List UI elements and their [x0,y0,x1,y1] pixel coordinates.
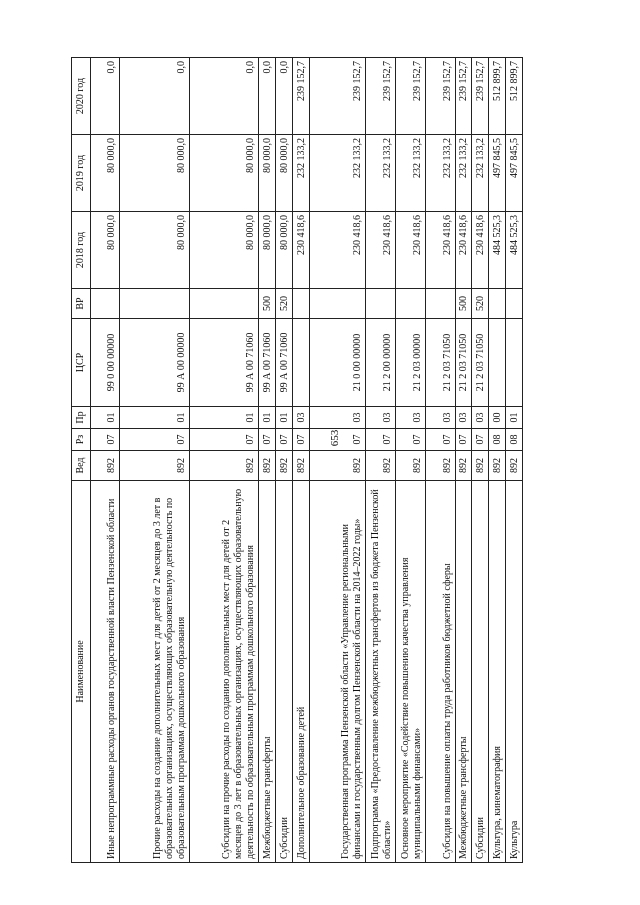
col-header-2020: 2020 год [72,58,91,135]
cell-vr: 500 [455,289,472,319]
cell-vr [309,289,365,319]
cell-2020: 239 152,7 [292,58,309,135]
col-header-rz: Рз [72,429,91,451]
cell-pr: 03 [292,407,309,429]
cell-2020: 512 899,7 [506,58,523,135]
table-row [91,58,120,863]
cell-csr [489,319,506,407]
cell-2019: 232 133,2 [396,135,426,212]
cell-name: Межбюджетные трансферты [259,481,276,863]
cell-2018: 230 418,6 [292,212,309,289]
cell-2019: 80 000,0 [276,135,293,212]
cell-rz: 08 [489,429,506,451]
cell-csr: 99 А 00 00000 [120,319,190,407]
cell-rz: 08 [506,429,523,451]
cell-csr: 21 2 03 00000 [396,319,426,407]
budget-table-container [71,58,523,863]
cell-2020: 239 152,7 [472,58,489,135]
cell-pr: 03 [309,407,365,429]
cell-pr: 03 [455,407,472,429]
cell-2019: 80 000,0 [189,135,259,212]
cell-2020: 239 152,7 [396,58,426,135]
cell-name: Субсидии [276,481,293,863]
col-header-ved: Вед [72,451,91,481]
cell-2020: 0,0 [189,58,259,135]
table-row [489,58,506,863]
table-row [426,58,455,863]
col-header-csr: ЦСР [72,319,91,407]
cell-2020: 0,0 [120,58,190,135]
col-header-2018: 2018 год [72,212,91,289]
cell-name: Субсидии [472,481,489,863]
page-number: 653 [329,429,341,447]
cell-2019: 80 000,0 [120,135,190,212]
cell-csr: 99 А 00 71060 [276,319,293,407]
table-row [276,58,293,863]
col-header-name: Наименование [72,481,91,863]
cell-2020: 0,0 [259,58,276,135]
cell-pr: 03 [472,407,489,429]
cell-csr [506,319,523,407]
table-row [506,58,523,863]
table-row [259,58,276,863]
cell-csr [292,319,309,407]
cell-csr: 21 2 03 71050 [455,319,472,407]
cell-vr [489,289,506,319]
cell-2020: 239 152,7 [455,58,472,135]
table-row [455,58,472,863]
cell-csr: 99 А 00 71060 [259,319,276,407]
cell-rz: 07 [259,429,276,451]
cell-pr: 01 [120,407,190,429]
col-header-vr: ВР [72,289,91,319]
cell-name: Основное мероприятие «Содействие повышению качества управления муниципальными финансами» [396,481,426,863]
cell-ved: 892 [506,451,523,481]
cell-ved: 892 [455,451,472,481]
cell-csr: 21 2 03 71050 [472,319,489,407]
cell-2020: 0,0 [91,58,120,135]
cell-ved: 892 [396,451,426,481]
cell-name: Субсидии на прочие расходы по созданию дополнительных мест для детей от 2 месяцев до 3 лет в образовательных организациях, осуществляющих образовательную деятельность по образовательным программам дошкольного образования [189,481,259,863]
cell-rz: 07 [189,429,259,451]
cell-ved: 892 [259,451,276,481]
cell-name: Государственная программа Пензенской области «Управление региональными финансами и государственным долгом Пензенской области на 2014–2022 годы» [309,481,365,863]
cell-rz: 07 [365,429,395,451]
cell-2018: 80 000,0 [120,212,190,289]
cell-vr [506,289,523,319]
cell-ved: 892 [489,451,506,481]
cell-rz: 07 [455,429,472,451]
cell-rz: 07 [276,429,293,451]
cell-ved: 892 [120,451,190,481]
cell-name: Иные непрограммные расходы органов государственной власти Пензенской области [91,481,120,863]
cell-2019: 232 133,2 [292,135,309,212]
cell-rz: 07 [472,429,489,451]
cell-2019: 497 845,5 [489,135,506,212]
cell-csr: 21 0 00 00000 [309,319,365,407]
cell-vr: 520 [276,289,293,319]
cell-rz: 07 [426,429,455,451]
cell-vr [396,289,426,319]
cell-2018: 230 418,6 [396,212,426,289]
cell-2019: 497 845,5 [506,135,523,212]
cell-2020: 239 152,7 [365,58,395,135]
cell-ved: 892 [189,451,259,481]
cell-pr: 01 [189,407,259,429]
table-row [309,58,365,863]
cell-csr: 21 2 03 71050 [426,319,455,407]
cell-pr: 03 [365,407,395,429]
cell-name: Межбюджетные трансферты [455,481,472,863]
cell-name: Прочие расходы на создание дополнительных мест для детей от 2 месяцев до 3 лет в образовательных организациях, осуществляющих образовательную деятельность по образовательным программам дошкольного образования [120,481,190,863]
cell-csr: 99 А 00 71060 [189,319,259,407]
cell-2018: 230 418,6 [309,212,365,289]
table-header-row [72,58,91,863]
cell-name: Культура, кинематография [489,481,506,863]
cell-2019: 232 133,2 [426,135,455,212]
cell-ved: 892 [276,451,293,481]
table-row [396,58,426,863]
cell-rz: 07 [396,429,426,451]
cell-vr: 500 [259,289,276,319]
cell-vr [91,289,120,319]
cell-2018: 230 418,6 [426,212,455,289]
cell-vr [120,289,190,319]
cell-csr: 99 0 00 00000 [91,319,120,407]
cell-pr: 03 [426,407,455,429]
cell-ved: 892 [472,451,489,481]
cell-2019: 232 133,2 [455,135,472,212]
table-row [292,58,309,863]
cell-2020: 239 152,7 [426,58,455,135]
table-row [189,58,259,863]
cell-name: Дополнительное образование детей [292,481,309,863]
cell-vr [365,289,395,319]
table-row [120,58,190,863]
cell-2018: 484 525,3 [489,212,506,289]
cell-2020: 239 152,7 [309,58,365,135]
cell-pr: 01 [276,407,293,429]
cell-rz: 07 [120,429,190,451]
cell-vr [189,289,259,319]
cell-2018: 80 000,0 [91,212,120,289]
cell-ved: 892 [91,451,120,481]
budget-table-rotated [71,58,523,863]
cell-2018: 80 000,0 [259,212,276,289]
cell-ved: 892 [292,451,309,481]
cell-2019: 232 133,2 [365,135,395,212]
cell-pr: 01 [506,407,523,429]
cell-ved: 892 [309,451,365,481]
cell-name: Культура [506,481,523,863]
cell-pr: 01 [259,407,276,429]
cell-2018: 80 000,0 [189,212,259,289]
cell-rz: 07 [292,429,309,451]
cell-rz: 07 [309,429,365,451]
cell-2018: 80 000,0 [276,212,293,289]
cell-2020: 0,0 [276,58,293,135]
cell-ved: 892 [365,451,395,481]
cell-pr: 00 [489,407,506,429]
cell-name: Субсидия на повышение оплаты труда работников бюджетной сферы [426,481,455,863]
cell-2020: 512 899,7 [489,58,506,135]
col-header-pr: Пр [72,407,91,429]
cell-rz: 07 [91,429,120,451]
cell-vr: 520 [472,289,489,319]
cell-vr [426,289,455,319]
cell-2018: 230 418,6 [365,212,395,289]
cell-name: Подпрограмма «Предоставление межбюджетных трансфертов из бюджета Пензенской области» [365,481,395,863]
cell-2018: 230 418,6 [472,212,489,289]
cell-2019: 80 000,0 [259,135,276,212]
cell-2018: 230 418,6 [455,212,472,289]
budget-table [71,57,523,863]
cell-vr [292,289,309,319]
cell-2019: 232 133,2 [309,135,365,212]
cell-csr: 21 2 00 00000 [365,319,395,407]
cell-pr: 01 [91,407,120,429]
cell-pr: 03 [396,407,426,429]
table-row [365,58,395,863]
cell-2019: 80 000,0 [91,135,120,212]
cell-2019: 232 133,2 [472,135,489,212]
table-row [472,58,489,863]
cell-ved: 892 [426,451,455,481]
cell-2018: 484 525,3 [506,212,523,289]
col-header-2019: 2019 год [72,135,91,212]
